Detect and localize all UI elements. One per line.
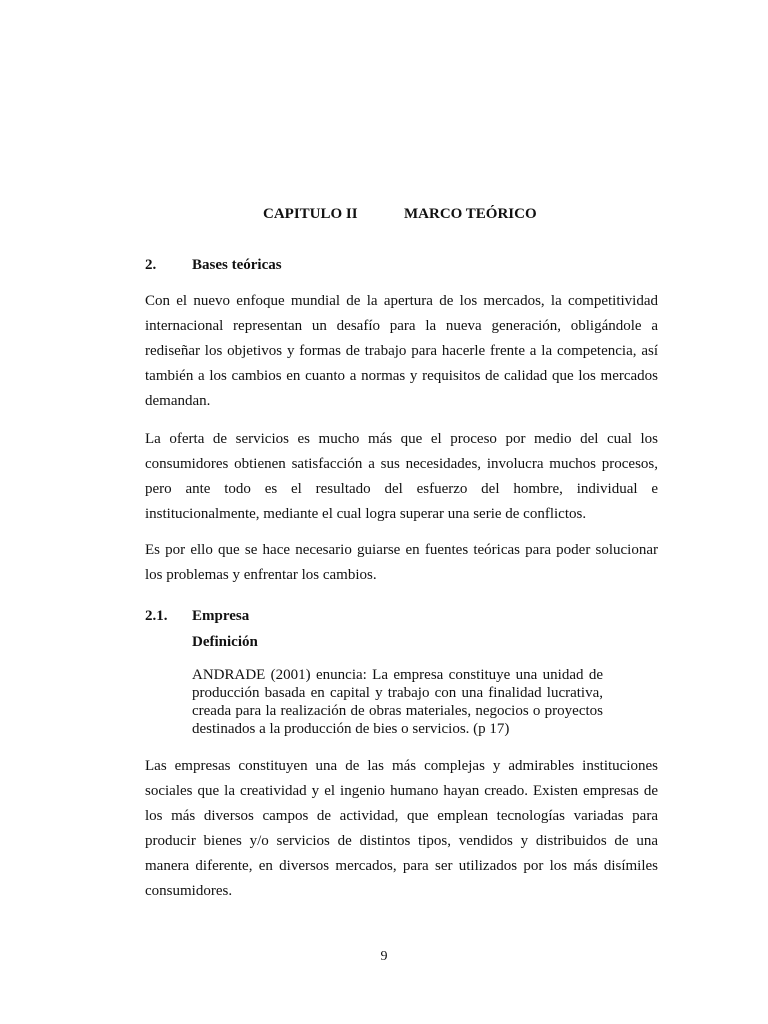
chapter-number: CAPITULO II [263, 206, 358, 222]
block-quote-andrade: ANDRADE (2001) enuncia: La empresa constituye una unidad de producción basada en capital y trabajo con una finalidad lucrativa, creada para la realización de obras materiales, negocios o proyectos destinados a la producción de bies o servicios. (p 17) [192, 667, 603, 737]
page-number: 9 [380, 949, 388, 964]
chapter-title: MARCO TEÓRICO [404, 206, 537, 222]
section-number: 2.1. [145, 608, 168, 624]
paragraph-competitividad: Con el nuevo enfoque mundial de la apertura de los mercados, la competitividad internacional representan un desafío para la nueva generación, obligándole a rediseñar los objetivos y formas de trabajo para hacerle frente a la competencia, así también a los cambios en cuanto a normas y requisitos de calidad que los mercados demandan. [145, 293, 658, 409]
subheading-definicion: Definición [192, 634, 258, 650]
paragraph-empresas: Las empresas constituyen una de las más complejas y admirables instituciones sociales que la creatividad y el ingenio humano hayan creado. Existen empresas de los más diversos campos de actividad, que emplean tecnologías variadas para producir bienes y/o servicios de distintos tipos, vendidos y distribuidos de una manera diferente, en diversos mercados, para ser utilizados por los más disímiles consumidores. [145, 758, 658, 899]
section-title: Empresa [192, 608, 250, 624]
paragraph-fuentes-teoricas: Es por ello que se hace necesario guiarse en fuentes teóricas para poder solucionar los problemas y enfrentar los cambios. [145, 542, 658, 583]
paragraph-oferta-servicios: La oferta de servicios es mucho más que el proceso por medio del cual los consumidores obtienen satisfacción a sus necesidades, involucra muchos procesos, pero ante todo es el resultado del esfuerzo del hombre, individual e institucionalmente, mediante el cual logra superar una serie de conflictos. [145, 431, 658, 522]
section-title: Bases teóricas [192, 257, 282, 273]
section-number: 2. [145, 257, 157, 273]
